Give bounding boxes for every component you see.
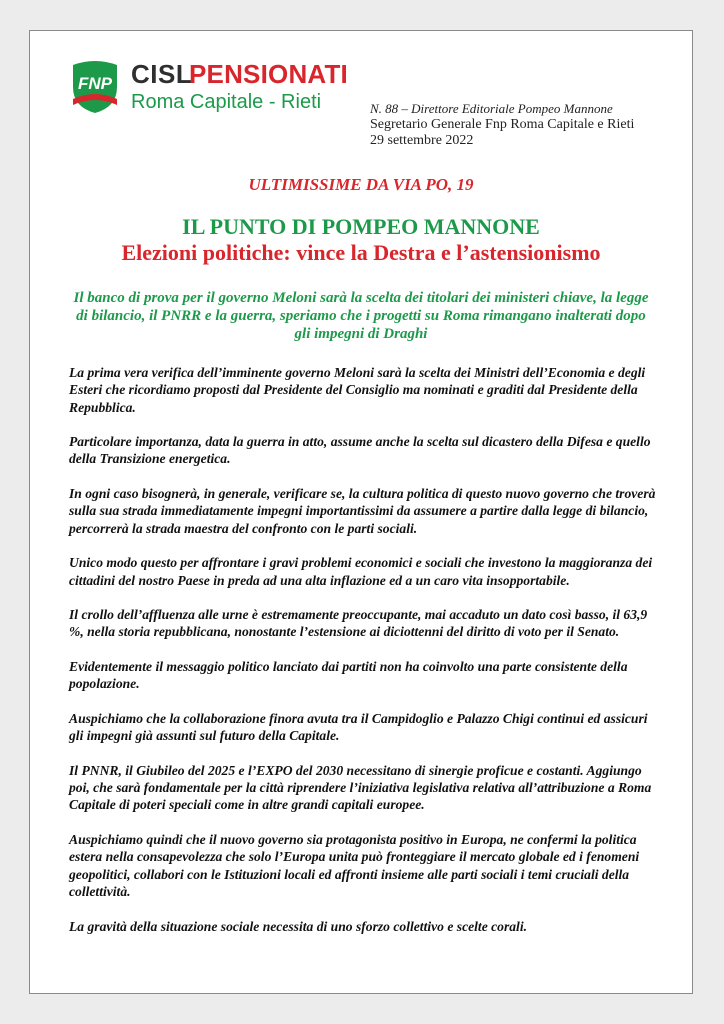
issue-role: Segretario Generale Fnp Roma Capitale e Rieti [370,117,635,132]
headline: Elezioni politiche: vince la Destra e l’astensionismo [121,240,601,265]
paragraph: Il crollo dell’affluenza alle urne è estremamente preoccupante, mai accaduto un dato così basso, il 63,9 %, nella storia repubblicana, nonostante l’estensione ai diciottenni del diritto di voto per il Senato. [69,607,648,640]
lead-paragraph: Il banco di prova per il governo Meloni sarà la scelta dei titolari dei ministeri chiave, la legge di bilancio, il PNRR e la guerra, speriamo che i progetti su Roma rimangano inalterati dopo gli impegni di Draghi [73,290,649,342]
paragraph: Auspichiamo che la collaborazione finora avuta tra il Campidoglio e Palazzo Chigi continui ed assicuri gli impegni già assunti sul futuro della Capitale. [69,710,648,744]
logo-pensionati: PENSIONATI [189,59,348,89]
logo-subtitle: Roma Capitale - Rieti [131,91,322,113]
fnp-badge-text: FNP [78,74,112,93]
issue-editor: N. 88 – Direttore Editoriale Pompeo Mannone [370,101,613,116]
paragraph: In ogni caso bisognerà, in generale, verificare se, la cultura politica di questo nuovo governo che troverà sulla sua strada immediatamente impegni importantissimi da assumere a partire dalla legge di bilancio, percorrerà la strada maestra del confronto con le parti sociali. [69,486,656,536]
fnp-cisl-logo [69,59,348,117]
column-title: IL PUNTO DI POMPEO MANNONE [182,214,540,239]
paragraph: La gravità della situazione sociale necessita di uno sforzo collettivo e scelte corali. [69,918,527,934]
logo-cisl: CISL [131,59,193,89]
paragraph: Il PNNR, il Giubileo del 2025 e l’EXPO del 2030 necessitano di sinergie proficue e costanti. Aggiungo poi, che sarà fondamentale per la città riprendere l’iniziativa legislativa relativa all’attribuzione a Roma Capitale di poteri speciali come in altre grandi capitali europee. [69,762,652,813]
paragraph: Evidentemente il messaggio politico lanciato dai partiti non ha coinvolto una parte consistente della popolazione. [69,659,628,692]
fnp-badge-icon [69,59,121,115]
document-page [29,30,693,994]
issue-date: 29 settembre 2022 [370,133,474,148]
paragraph: Auspichiamo quindi che il nuovo governo sia protagonista positivo in Europa, ne confermi la politica estera nella consapevolezza che solo l’Europa unita può fronteggiare il mercato globale ed i fenomeni geopolitici, collabori con le Istituzioni locali ed affronti insieme alle parti sociali i temi cruciali della collettività. [69,832,640,899]
paragraph: Unico modo questo per affrontare i gravi problemi economici e sociali che investono la maggioranza dei cittadini del nostro Paese in preda ad una alta inflazione ed a un caro vita insopportabile. [69,555,653,588]
article-body [69,364,656,952]
kicker: ULTIMISSIME DA VIA PO, 19 [248,175,474,194]
paragraph: Particolare importanza, data la guerra in atto, assume anche la scelta sul dicastero della Difesa e quello della Transizione energetica. [69,434,651,467]
paragraph: La prima vera verifica dell’imminente governo Meloni sarà la scelta dei Ministri dell’Economia e degli Esteri che ricordiamo proposti dal Presidente del Consiglio ma nominati e graditi dal Presidente della Repubblica. [69,365,646,415]
issue-info [370,101,634,149]
